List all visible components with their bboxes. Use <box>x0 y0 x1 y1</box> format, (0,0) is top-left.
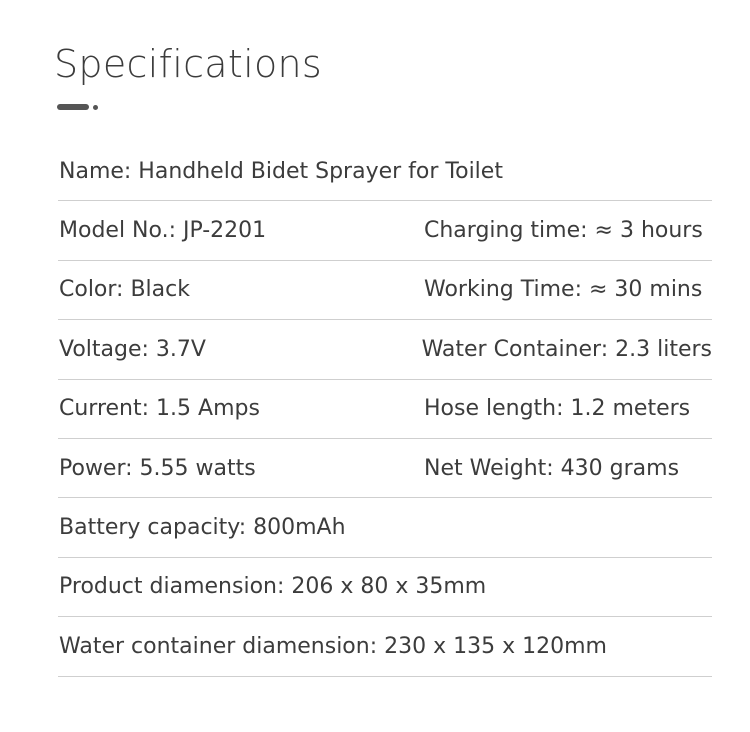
spec-container-dimension: Water container diamension: 230 x 135 x 120mm <box>59 633 607 659</box>
spec-row-name <box>58 142 712 201</box>
spec-row-power <box>58 439 712 498</box>
spec-color: Color: Black <box>59 277 190 303</box>
spec-hose-length: Hose length: 1.2 meters <box>424 396 691 422</box>
specifications-table <box>58 142 712 677</box>
spec-battery-capacity: Battery capacity: 800mAh <box>59 515 346 541</box>
spec-working-time: Working Time: ≈ 30 mins <box>424 277 703 303</box>
spec-row-color <box>58 261 712 320</box>
spec-row-product-dimension <box>58 558 712 617</box>
title-dot-decoration <box>93 105 98 110</box>
spec-charging-time: Charging time: ≈ 3 hours <box>424 218 703 244</box>
spec-row-battery <box>58 498 712 557</box>
spec-model-number: Model No.: JP-2201 <box>59 218 267 244</box>
spec-net-weight: Net Weight: 430 grams <box>424 455 680 481</box>
title-underline-decoration <box>57 104 89 110</box>
spec-power: Power: 5.55 watts <box>59 455 256 481</box>
spec-row-voltage <box>58 320 712 379</box>
page-title: Specifications <box>54 42 322 86</box>
spec-row-container-dimension <box>58 617 712 676</box>
spec-row-current <box>58 380 712 439</box>
spec-row-model <box>58 201 712 260</box>
spec-current: Current: 1.5 Amps <box>59 396 260 422</box>
spec-name: Name: Handheld Bidet Sprayer for Toilet <box>59 158 503 184</box>
spec-voltage: Voltage: 3.7V <box>59 336 206 362</box>
spec-product-dimension: Product diamension: 206 x 80 x 35mm <box>59 574 487 600</box>
spec-water-container: Water Container: 2.3 liters <box>421 336 712 362</box>
